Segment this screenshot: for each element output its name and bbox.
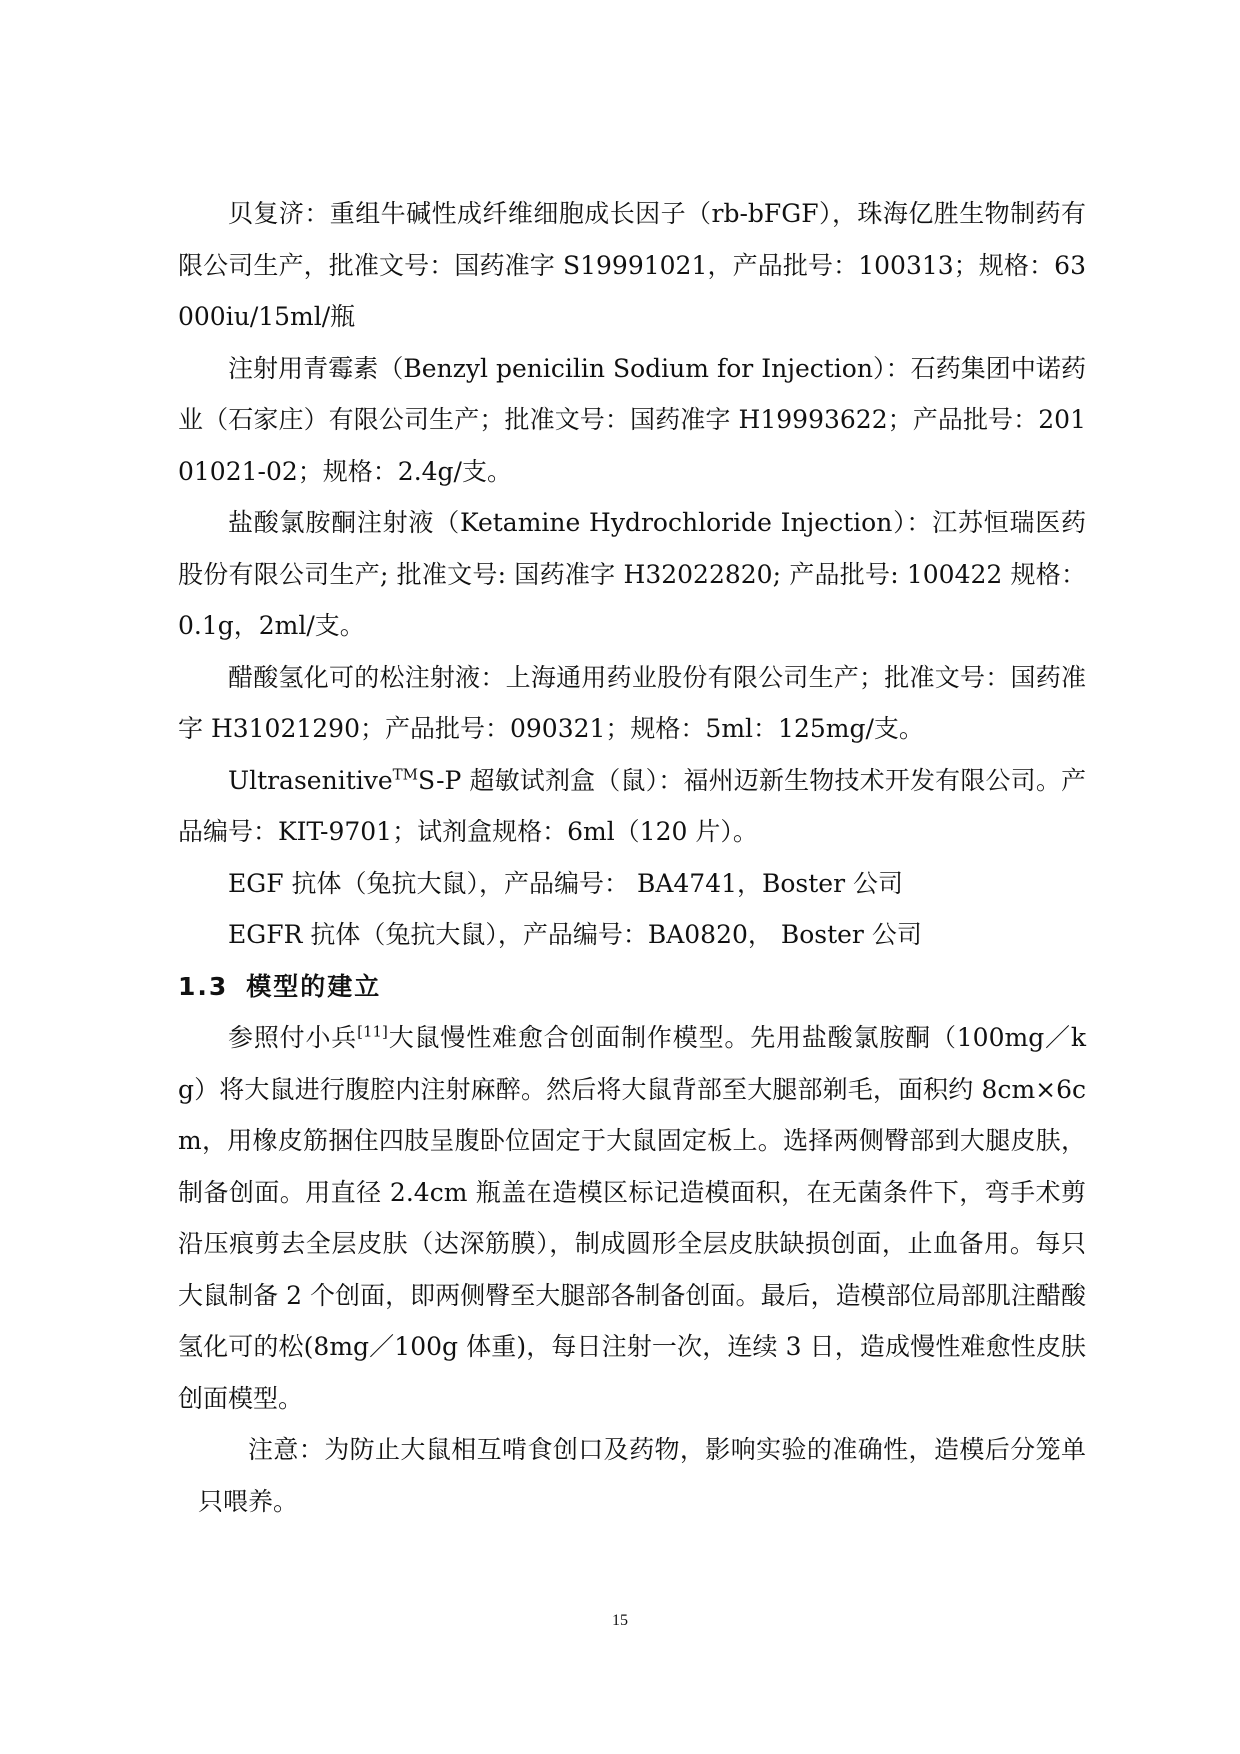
paragraph-hydrocortisone: 醋酸氢化可的松注射液：上海通用药业股份有限公司生产；批准文号：国药准字 H31021290；产品批号：090321；规格：5ml：125mg/支。 [178,662,1086,743]
kit-name: Ultrasenitive [228,765,393,795]
paragraph-egfr-antibody: EGFR 抗体（兔抗大鼠），产品编号：BA0820， Boster 公司 [228,920,922,949]
citation-reference: [11] [357,1022,388,1041]
page-number: 15 [612,1612,628,1629]
paragraph-bfgf: 贝复济：重组牛碱性成纤维细胞成长因子（rb-bFGF），珠海亿胜生物制药有限公司生产，批准文号：国药准字 S19991021，产品批号：100313；规格：63000iu/15ml/瓶 [178,199,1086,331]
section-heading [178,961,1086,1013]
model-text-start: 参照付小兵 [228,1023,358,1052]
paragraph-egf-antibody: EGF 抗体（兔抗大鼠），产品编号： BA4741，Boster 公司 [228,868,904,898]
paragraph-note: 注意：为防止大鼠相互啃食创口及药物，影响实验的准确性，造模后分笼单只喂养。 [198,1435,1086,1516]
paragraph-ketamine: 盐酸氯胺酮注射液（Ketamine Hydrochloride Injection）：江苏恒瑞医药股份有限公司生产; 批准文号: 国药准字 H32022820; 产品批号: 100422 规格：0.1g，2ml/支。 [178,508,1086,640]
section-title: 模型的建立 [246,971,382,1001]
section-number: 1.3 [178,971,229,1001]
paragraph-sp-kit [178,755,1086,858]
paragraph-penicillin: 注射用青霉素（Benzyl penicilin Sodium for Injection）：石药集团中诺药业（石家庄）有限公司生产；批准文号：国药准字 H19993622；产品批号：20101021-02；规格：2.4g/支。 [178,353,1086,486]
body-text [178,188,1086,1527]
model-text-rest: 大鼠慢性难愈合创面制作模型。先用盐酸氯胺酮（100mg／kg）将大鼠进行腹腔内注射麻醉。然后将大鼠背部至大腿部剃毛，面积约 8cm×6cm，用橡皮筋捆住四肢呈腹卧位固定于大鼠固定板上。选择两侧臀部到大腿皮肤，制备创面。用直径 2.4cm 瓶盖在造模区标记造模面积，在无菌条件下，弯手术剪沿压痕剪去全层皮肤（达深筋膜），制成圆形全层皮肤缺损创面，止血备用。每只大鼠制备 2 个创面，即两侧臀至大腿部各制备创面。最后，造模部位局部肌注醋酸氢化可的松(8mg／100g 体重)，每日注射一次，连续 3 日，造成慢性难愈性皮肤创面模型。 [178,1023,1086,1413]
trademark-superscript: TM [392,765,419,784]
paragraph-model [178,1012,1086,1424]
kit-details: S-P 超敏试剂盒（鼠）：福州迈新生物技术开发有限公司。产品编号：KIT-9701；试剂盒规格：6ml（120 片）。 [178,765,1086,846]
